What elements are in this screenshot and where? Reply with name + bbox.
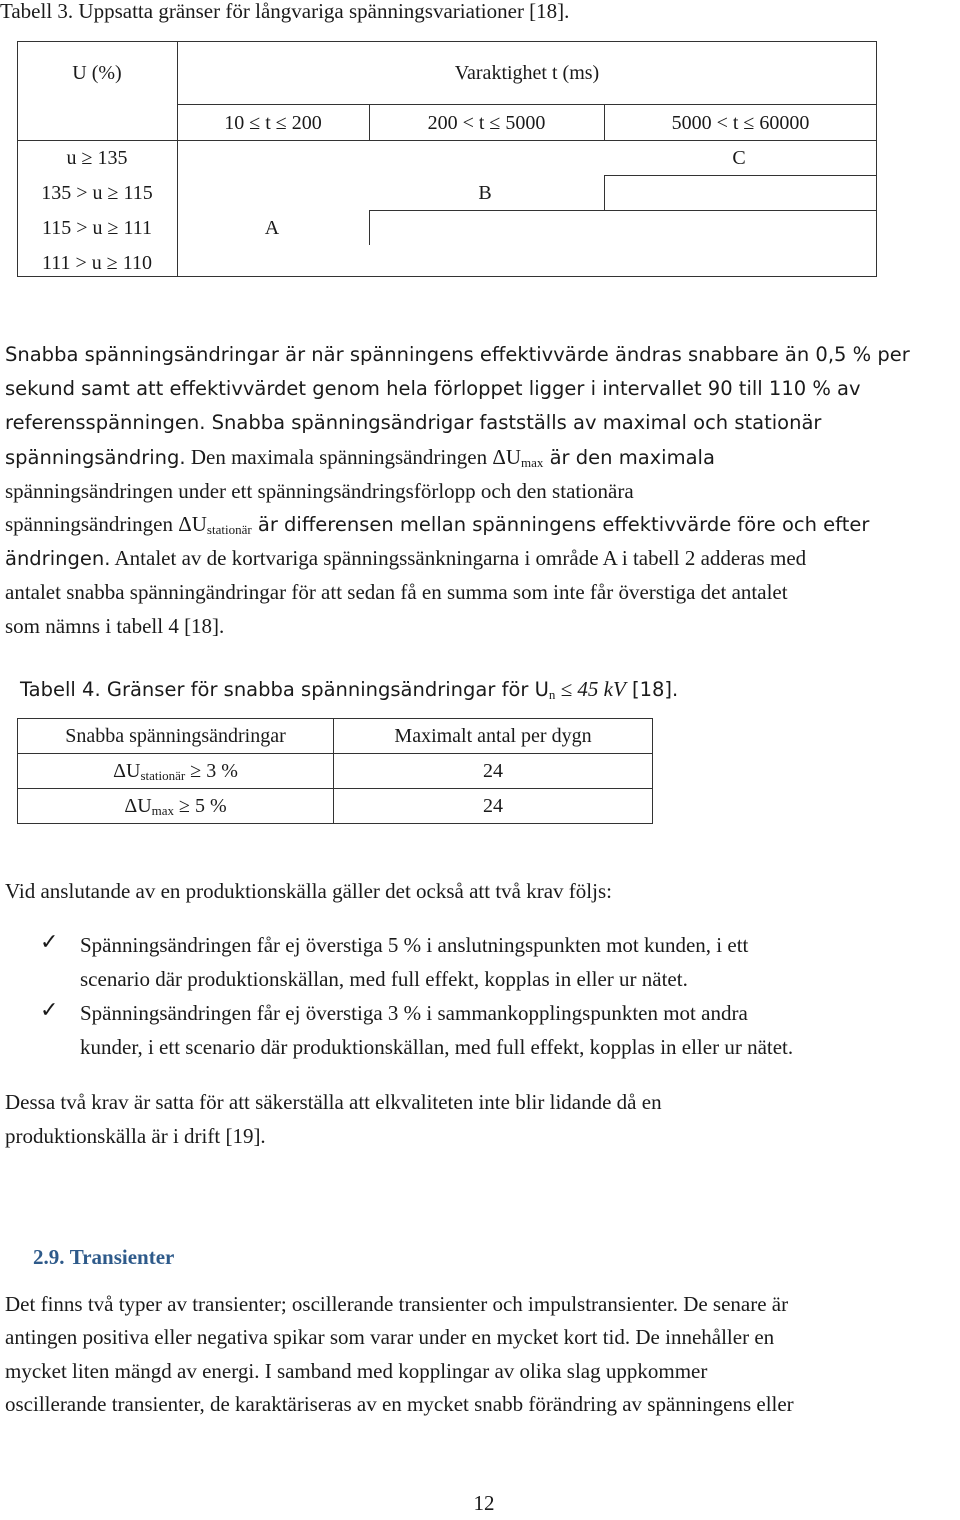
row-label: 111 > u ≥ 110 (41, 252, 153, 274)
text-line: spänningsändringen under ett spänningsändringsförlopp och den stationära (5, 479, 634, 503)
text-line: Snabba spänningsändringar är när spänningens effektivvärde ändras snabbare än 0,5 % per (5, 343, 910, 366)
table3-caption: Tabell 3. Uppsatta gränser för långvariga spänningsvariationer [18]. (0, 0, 570, 23)
text-line: antalet snabba spänningändringar för att sedan få en summa som inte får överstiga det antalet (5, 580, 788, 604)
text-line: som nämns i tabell 4 [18]. (5, 614, 225, 638)
table4-header: Snabba spänningsändringar (18, 719, 334, 754)
list-item-continuation: scenario där produktionskällan, med full effekt, kopplas in eller ur nätet. (80, 967, 688, 991)
checkmark-icon: ✓ (40, 998, 59, 1023)
page-number: 12 (473, 1491, 495, 1515)
text-line: spänningsändringen $\Delta U_{stationär}$ är differensen mellan spänningens effektivvärde före och efter (5, 512, 870, 537)
text-line: Det finns två typer av transienter; oscillerande transienter och impulstransienter. De senare är (5, 1292, 789, 1316)
duration-1: 10 ≤ t ≤ 200 (224, 112, 322, 134)
text-line: produktionskälla är i drift [19]. (5, 1124, 266, 1148)
row-label: u ≥ 135 (66, 147, 128, 169)
table-4 (17, 718, 653, 824)
table4-cell: $\Delta U_{stationär} \ge 3$ % (18, 754, 334, 789)
table-row (18, 789, 653, 824)
list-item: Spänningsändringen får ej överstiga 3 % i sammankopplingspunkten mot andra (80, 1001, 748, 1025)
table4-cell: $\Delta U_{max} \ge 5$ % (18, 789, 334, 824)
text-line: spänningsändring. Den maximala spänningsändringen $\Delta U_{max}$ är den maximala (5, 445, 715, 470)
region-a: A (264, 217, 280, 239)
table4-cell: 24 (334, 789, 653, 824)
header-u: U (%) (72, 62, 122, 84)
text-line: antingen positiva eller negativa spikar som varar under en mycket kort tid. De innehåller en (5, 1325, 775, 1349)
table4-header: Maximalt antal per dygn (334, 719, 653, 754)
region-b: B (478, 182, 492, 204)
header-duration: Varaktighet t (ms) (454, 62, 600, 84)
text-line: sekund samt att effektivvärdet genom hela förloppet ligger i intervallet 90 till 110 % av (5, 377, 861, 400)
table-3 (17, 41, 877, 277)
row-label: 115 > u ≥ 111 (41, 217, 153, 239)
table4-caption: Tabell 4. Gränser för snabba spänningsändringar för $U_n \le 45$ kV [18]. (20, 677, 679, 702)
table-row (18, 754, 653, 789)
list-item: Spänningsändringen får ej överstiga 5 % i anslutningspunkten mot kunden, i ett (80, 933, 749, 957)
region-c: C (732, 147, 746, 169)
text-line: referensspänningen. Snabba spänningsändrigar fastställs av maximal och stationär (5, 411, 822, 434)
row-label: 135 > u ≥ 115 (41, 182, 153, 204)
section-heading: 2.9. Transienter (33, 1245, 175, 1269)
duration-2: 200 < t ≤ 5000 (427, 112, 546, 134)
text-line: oscillerande transienter, de karaktäriseras av en mycket snabb förändring av spänningens eller (5, 1392, 794, 1416)
table4-cell: 24 (334, 754, 653, 789)
text-line: Dessa två krav är satta för att säkerställa att elkvaliteten inte blir lidande då en (5, 1090, 662, 1114)
duration-3: 5000 < t ≤ 60000 (671, 112, 810, 134)
text-line: ändringen. Antalet av de kortvariga spänningssänkningarna i område A i tabell 2 adderas med (5, 546, 807, 570)
paragraph-requirements-intro: Vid anslutande av en produktionskälla gäller det också att två krav följs: (5, 879, 612, 903)
list-item-continuation: kunder, i ett scenario där produktionskällan, med full effekt, kopplas in eller ur nätet. (80, 1035, 794, 1059)
checkmark-icon: ✓ (40, 930, 59, 955)
text-line: mycket liten mängd av energi. I samband med kopplingar av olika slag uppkommer (5, 1359, 708, 1383)
